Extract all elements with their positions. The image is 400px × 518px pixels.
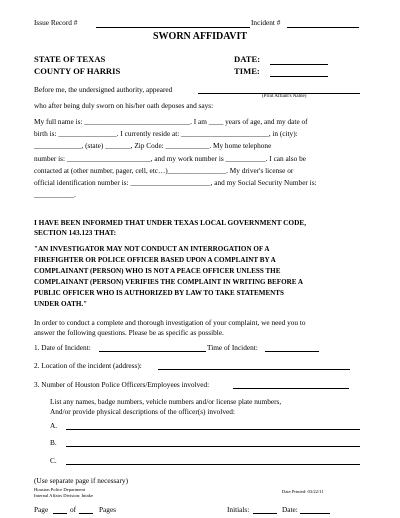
quote-line-2: FIREFIGHTER OR POLICE OFFICER BASED UPON A COMPLAINT BY A xyxy=(34,255,276,264)
date-label: DATE: xyxy=(234,54,261,64)
personal-line-5: contacted at (other number, pager, cell, etc…)________________. My driver's license or xyxy=(34,165,294,175)
quote-line-5: PUBLIC OFFICER WHO IS AUTHORIZED BY LAW TO TAKE STATEMENTS xyxy=(34,288,284,297)
q2-location-field[interactable] xyxy=(158,369,350,370)
personal-info-block xyxy=(34,116,317,201)
separate-page-note: (Use separate page if necessary) xyxy=(34,476,128,485)
intro-line-2: who after being duly sworn on his/her oath deposes and says: xyxy=(34,101,214,110)
issue-record-label: Issue Record # xyxy=(34,18,78,27)
instructions-line-1: In order to conduct a complete and thorough investigation of your complaint, we need you to xyxy=(34,318,306,327)
county-label: COUNTY OF HARRIS xyxy=(34,66,121,76)
page-number-field[interactable] xyxy=(53,513,67,514)
item-a-label: A. xyxy=(50,421,58,430)
footer-date-label: Date: xyxy=(282,505,298,514)
item-a-field[interactable] xyxy=(66,429,360,430)
item-c-field[interactable] xyxy=(66,464,360,465)
date-printed: Date Printed: 03/22/11 xyxy=(282,489,324,494)
q1-date-label: 1. Date of Incident: xyxy=(34,343,91,352)
personal-line-7: ___________. xyxy=(34,190,76,200)
statute-quote xyxy=(34,244,303,309)
time-label: TIME: xyxy=(234,66,260,76)
document-title: SWORN AFFIDAVIT xyxy=(153,31,247,42)
quote-line-3: COMPLAINANT (PERSON) WHO IS NOT A PEACE OFFICER UNLESS THE xyxy=(34,266,281,275)
incident-field[interactable] xyxy=(287,27,359,28)
initials-field[interactable] xyxy=(253,513,277,514)
officer-list-line-1: List any names, badge numbers, vehicle numbers and/or license plate numbers, xyxy=(50,397,282,406)
q3-officers-field[interactable] xyxy=(233,388,349,389)
q1-date-field[interactable] xyxy=(99,351,206,352)
personal-line-1: My full name is: _____________________________. I am ____ years of age, and my date of xyxy=(34,117,308,126)
page-label: Page xyxy=(34,505,49,514)
q1-time-field[interactable] xyxy=(265,351,319,352)
initials-label: Initials: xyxy=(227,505,250,514)
footer-date-field[interactable] xyxy=(300,513,330,514)
item-b-label: B. xyxy=(50,438,57,447)
personal-line-3: _____________, (state) _______, Zip Code: ____________. My home telephone xyxy=(34,141,272,151)
item-b-field[interactable] xyxy=(66,446,360,447)
dept-line-2: Internal Affairs Division: Intake xyxy=(34,493,93,498)
state-label: STATE OF TEXAS xyxy=(34,54,106,64)
time-field[interactable] xyxy=(270,76,328,77)
issue-record-field[interactable] xyxy=(96,27,250,28)
dept-line-1: Houston Police Department xyxy=(34,487,86,492)
intro-line-1: Before me, the undersigned authority, appeared xyxy=(34,85,173,94)
notice-line-2: SECTION 143.123 THAT: xyxy=(34,228,117,237)
quote-line-4: COMPLAINANT (PERSON) VERIFIES THE COMPLAINT IN WRITING BEFORE A xyxy=(34,277,303,286)
quote-line-1: "AN INVESTIGATOR MAY NOT CONDUCT AN INTERROGATION OF A xyxy=(34,245,270,253)
q2-location-label: 2. Location of the incident (address): xyxy=(34,361,142,370)
q1-time-label: Time of Incident: xyxy=(207,343,258,352)
personal-line-2: birth is: ________________. I currently reside at: ________________________, in (city): xyxy=(34,129,298,139)
instructions-line-2: answer the following questions. Please be as specific as possible. xyxy=(34,328,224,337)
notice-line-1: I HAVE BEEN INFORMED THAT UNDER TEXAS LOCAL GOVERNMENT CODE, xyxy=(34,218,307,227)
q3-officers-label: 3. Number of Houston Police Officers/Employees involved: xyxy=(34,380,210,389)
quote-line-6: UNDER OATH." xyxy=(34,299,88,308)
incident-label: Incident # xyxy=(251,18,281,27)
personal-line-6: official identification number is: ______________________, and my Social Security Number is: xyxy=(34,178,317,188)
item-c-label: C. xyxy=(50,456,57,465)
officer-list-line-2: And/or provide physical descriptions of the officer(s) involved: xyxy=(50,407,235,416)
pages-label: Pages xyxy=(99,505,117,514)
personal-line-4: number is: _______________________, and my work number is ___________. I can also be xyxy=(34,153,306,163)
of-label: of xyxy=(70,505,77,514)
date-field[interactable] xyxy=(270,64,328,65)
page-total-field[interactable] xyxy=(79,513,93,514)
print-name-caption: (Print Affiant's Name) xyxy=(262,94,307,99)
